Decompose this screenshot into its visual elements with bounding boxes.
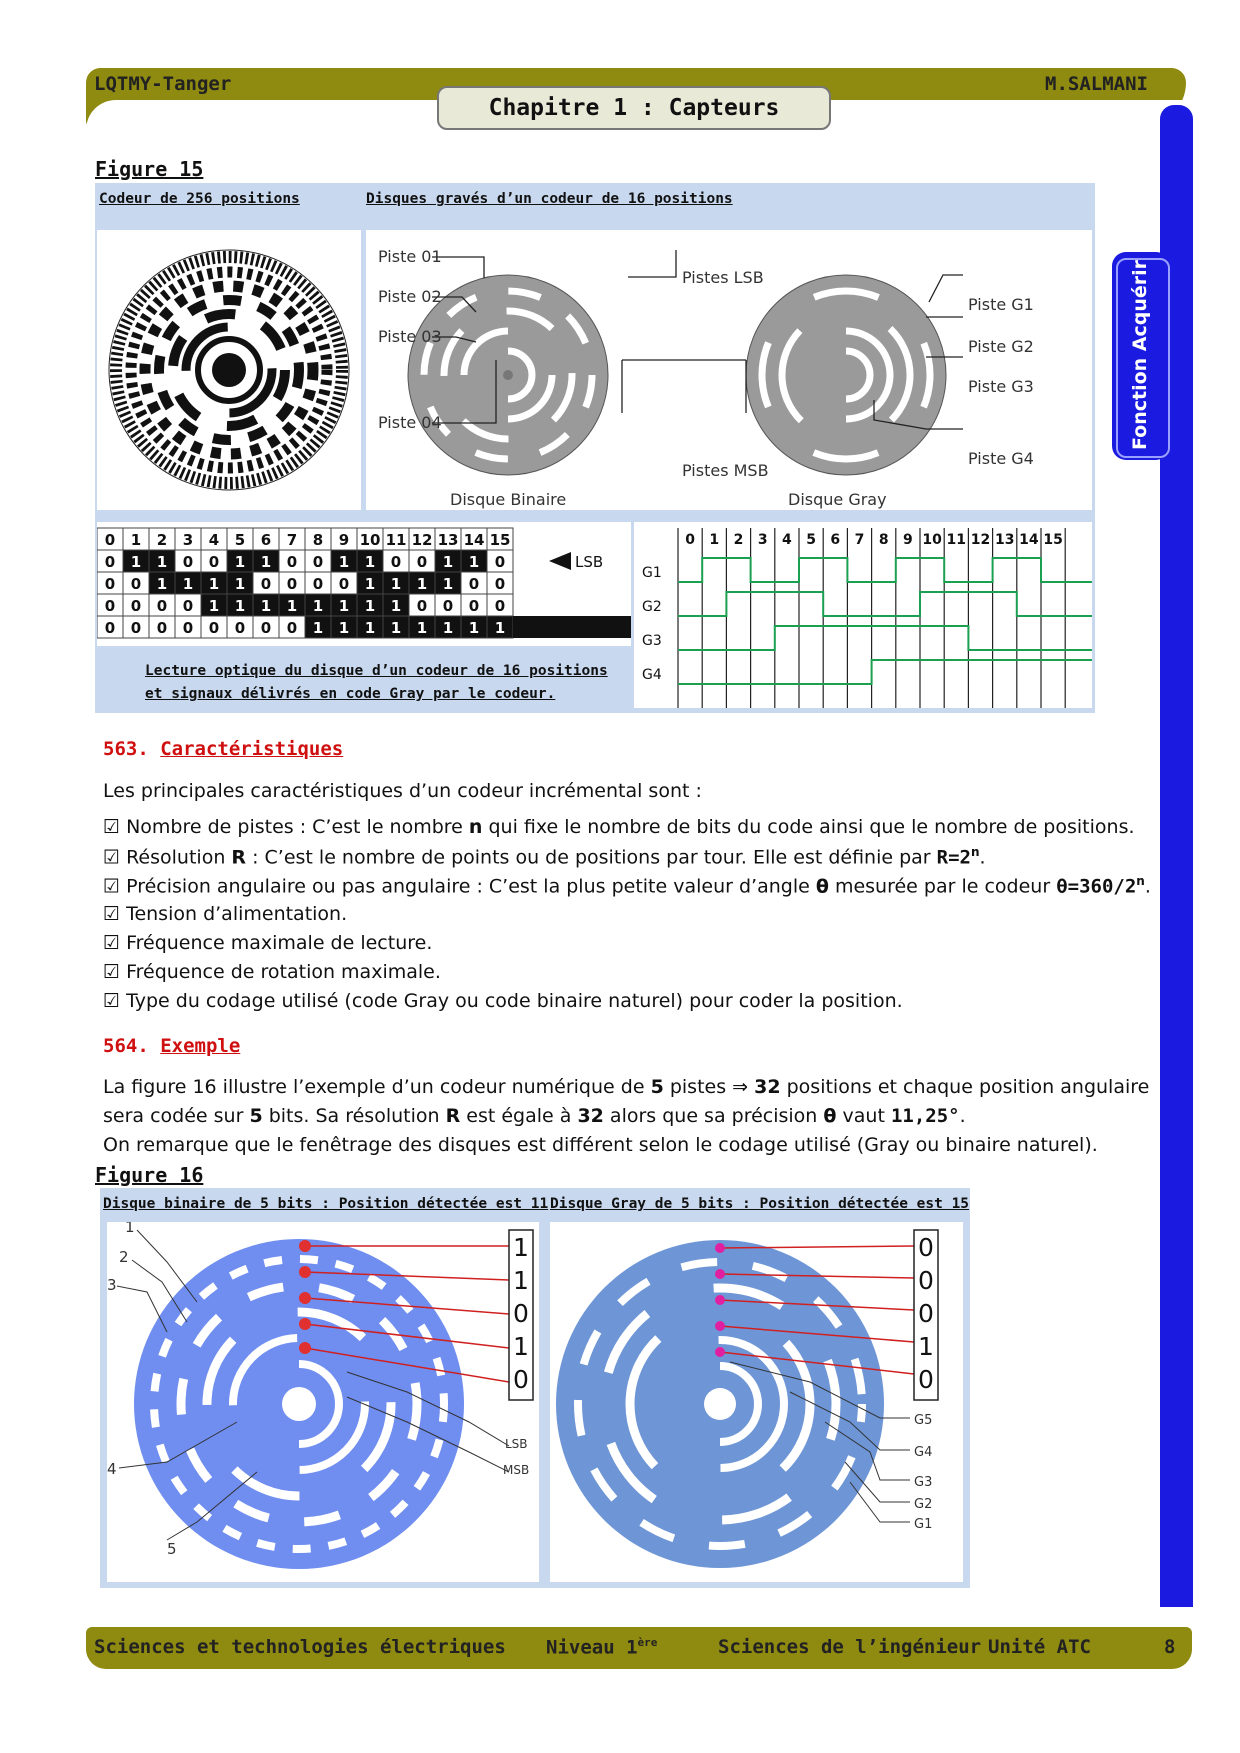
signal-position-label: 9	[903, 532, 913, 548]
table-header-label: 13	[437, 531, 459, 549]
table-cell-value: 1	[338, 553, 350, 571]
table-cell-value: 1	[416, 575, 428, 593]
item-formula: R=2	[936, 846, 971, 869]
table-header-label: 15	[489, 531, 511, 549]
table-cell-value: 1	[234, 597, 246, 615]
table-header-label: 9	[338, 531, 350, 549]
binary-disk-number-5: 5	[167, 1540, 177, 1558]
figure15-bottom-caption-1: Lecture optique du disque d’un codeur de 16 positions	[145, 663, 608, 679]
label-piste-g3: Piste G3	[968, 377, 1034, 396]
table-cell-value: 1	[442, 575, 454, 593]
item-text: Tension d’alimentation.	[126, 903, 348, 925]
table-cell-value: 1	[364, 597, 376, 615]
binary-disk-number-3: 3	[107, 1276, 117, 1294]
bit-value: 0	[513, 1299, 529, 1328]
footer-level-text: Niveau 1	[546, 1636, 638, 1659]
table-cell-value: 0	[494, 575, 506, 593]
label-pistes-lsb: Pistes LSB	[682, 268, 764, 287]
table-header-label: 2	[156, 531, 168, 549]
signal-name-g3: G3	[642, 633, 662, 649]
item-text: qui fixe le nombre de bits du code ainsi que le nombre de positions.	[482, 816, 1135, 838]
table-cell-value: 0	[130, 597, 142, 615]
bit-value: 1	[513, 1266, 529, 1295]
lsb-marker-label: LSB	[575, 553, 604, 571]
label-piste-g1: Piste G1	[968, 295, 1034, 314]
table-cell-value: 0	[416, 597, 428, 615]
table-cell-value: 1	[260, 597, 272, 615]
gray-disk	[746, 275, 946, 475]
characteristic-item	[103, 903, 1163, 932]
gray-track-label-g2: G2	[914, 1497, 933, 1512]
table-header-label: 5	[234, 531, 246, 549]
signal-position-label: 0	[685, 532, 695, 548]
gray-signals-panel	[634, 522, 1092, 708]
gray-5bit-disk	[550, 1222, 963, 1582]
bit-value: 1	[513, 1233, 529, 1262]
table-header-label: 0	[104, 531, 116, 549]
table-cell-value: 0	[312, 553, 324, 571]
section563-number: 563.	[103, 738, 149, 760]
table-cell-value: 1	[442, 553, 454, 571]
characteristic-item	[103, 874, 1163, 903]
table-cell-value: 1	[390, 575, 402, 593]
sidebar-tab-label: Fonction Acquérir	[1129, 259, 1151, 451]
text: vaut	[836, 1105, 891, 1127]
encoder-256-panel	[97, 230, 361, 510]
bit-value: 0	[513, 1365, 529, 1394]
table-cell-value: 0	[182, 619, 194, 637]
characteristic-item	[103, 961, 1163, 990]
section563-heading	[103, 738, 343, 760]
figure15-label: Figure 15	[95, 157, 204, 181]
figure16-caption-right: Disque Gray de 5 bits : Position détectée est 15	[550, 1196, 970, 1212]
checkbox-icon: ☑	[103, 990, 127, 1012]
table-cell-value: 0	[104, 575, 116, 593]
table-cell-value: 1	[364, 553, 376, 571]
binary-5bit-panel	[107, 1222, 539, 1582]
table-cell-value: 1	[234, 553, 246, 571]
checkbox-icon: ☑	[103, 875, 127, 898]
table-cell-value: 1	[390, 619, 402, 637]
checkbox-icon: ☑	[103, 932, 127, 954]
table-header-label: 8	[312, 531, 324, 549]
table-cell-value: 0	[286, 553, 298, 571]
gray-track-label-g3: G3	[914, 1475, 933, 1490]
signal-position-label: 8	[878, 532, 889, 548]
table-cell-value: 1	[468, 619, 480, 637]
table-cell-value: 0	[208, 553, 220, 571]
checkbox-icon: ☑	[103, 816, 127, 838]
table-cell-value: 0	[104, 553, 116, 571]
item-text: : C’est le nombre de points ou de positions par tour. Elle est définie par	[246, 846, 937, 869]
table-cell-value: 1	[156, 575, 168, 593]
table-cell-value: 1	[286, 597, 298, 615]
label-disque-gray: Disque Gray	[788, 490, 887, 509]
table-cell-value: 1	[442, 619, 454, 637]
section563-list	[103, 816, 1163, 1019]
encoder-16-panel	[366, 230, 1092, 510]
characteristic-item	[103, 932, 1163, 961]
section563-title: Caractéristiques	[160, 738, 344, 760]
figure15-bottom-caption-2: et signaux délivrés en code Gray par le codeur.	[145, 686, 556, 702]
binary-5bit-disk	[107, 1222, 539, 1582]
text: La figure 16 illustre l’exemple d’un codeur numérique de	[103, 1076, 651, 1098]
label-pistes-msb: Pistes MSB	[682, 461, 769, 480]
text: alors que sa précision	[603, 1105, 824, 1127]
signal-trace-g2	[678, 592, 1092, 616]
bit-value: 0	[918, 1266, 934, 1295]
table-cell-value: 0	[156, 597, 168, 615]
encoder-16-disks	[366, 230, 1092, 510]
table-cell-value: 0	[468, 597, 480, 615]
binary-disk-number-4: 4	[107, 1460, 117, 1478]
table-header-label: 6	[260, 531, 272, 549]
label-piste01: Piste 01	[378, 247, 442, 266]
section563-intro: Les principales caractéristiques d’un codeur incrémental sont :	[103, 780, 702, 802]
signal-position-label: 13	[994, 532, 1015, 548]
label-disque-binaire: Disque Binaire	[450, 490, 567, 509]
signal-position-label: 5	[806, 532, 816, 548]
table-cell-value: 0	[260, 575, 272, 593]
checkbox-icon: ☑	[103, 846, 127, 869]
table-cell-value: 0	[104, 597, 116, 615]
figure15-caption-right: Disques gravés d’un codeur de 16 positions	[366, 191, 733, 207]
checkbox-icon: ☑	[103, 903, 127, 925]
table-header-label: 12	[411, 531, 433, 549]
table-header-label: 3	[182, 531, 194, 549]
table-row-extension	[513, 616, 631, 638]
table-cell-value: 0	[494, 553, 506, 571]
gray-track-label-g1: G1	[914, 1517, 933, 1532]
item-text: .	[1144, 875, 1151, 898]
item-text: Nombre de pistes : C’est le nombre	[126, 816, 469, 838]
text: sera codée sur	[103, 1105, 250, 1127]
item-bold: θ	[815, 875, 829, 898]
footer-level-sup: ère	[637, 1636, 658, 1649]
bold-text: 32	[577, 1105, 604, 1127]
gray-signals-chart	[634, 522, 1092, 708]
table-cell-value: 1	[312, 619, 324, 637]
label-piste-g2: Piste G2	[968, 337, 1034, 356]
binary-disk-number-1: 1	[125, 1222, 135, 1236]
bold-text: 5	[650, 1076, 664, 1098]
text: positions et chaque position angulaire	[780, 1076, 1150, 1098]
figure16-label: Figure 16	[95, 1163, 204, 1187]
footer-unit: Unité ATC	[988, 1636, 1091, 1658]
table-cell-value: 1	[338, 619, 350, 637]
item-bold: R	[231, 846, 247, 869]
bold-text: θ	[823, 1105, 837, 1127]
signal-position-label: 4	[782, 532, 792, 548]
characteristic-item	[103, 816, 1163, 845]
item-text: Résolution	[126, 846, 232, 869]
table-cell-value: 1	[312, 597, 324, 615]
bit-value: 0	[918, 1233, 934, 1262]
table-cell-value: 0	[182, 597, 194, 615]
signal-position-label: 2	[733, 532, 744, 548]
item-text: Fréquence maximale de lecture.	[126, 932, 433, 954]
table-cell-value: 1	[208, 597, 220, 615]
table-header-label: 11	[385, 531, 407, 549]
binary-disk-number-2: 2	[119, 1248, 129, 1266]
signal-name-g4: G4	[642, 667, 662, 683]
signal-trace-g3	[678, 626, 1092, 650]
item-text: Type du codage utilisé (code Gray ou code binaire naturel) pour coder la position.	[126, 990, 903, 1012]
label-piste02: Piste 02	[378, 287, 442, 306]
signal-position-label: 12	[970, 532, 991, 548]
table-cell-value: 0	[130, 575, 142, 593]
table-header-label: 14	[463, 531, 485, 549]
table-cell-value: 1	[156, 553, 168, 571]
section564-number: 564.	[103, 1035, 149, 1057]
table-cell-value: 1	[416, 619, 428, 637]
table-cell-value: 0	[468, 575, 480, 593]
figure16-caption-left: Disque binaire de 5 bits : Position détectée est 11	[103, 1196, 549, 1212]
gray-track-label-g4: G4	[914, 1445, 933, 1460]
label-piste-g4: Piste G4	[968, 449, 1034, 468]
table-cell-value: 1	[364, 619, 376, 637]
item-text: Précision angulaire ou pas angulaire : C’est la plus petite valeur d’angle	[126, 875, 816, 898]
table-header-label: 7	[286, 531, 298, 549]
table-cell-value: 0	[390, 553, 402, 571]
item-text: mesurée par le codeur	[828, 875, 1057, 898]
table-cell-value: 0	[416, 553, 428, 571]
table-cell-value: 1	[260, 553, 272, 571]
bold-text: 11,25°	[890, 1105, 960, 1127]
signal-position-label: 1	[709, 532, 720, 548]
gray-5bit-panel	[550, 1222, 963, 1582]
characteristic-item	[103, 990, 1163, 1019]
table-cell-value: 1	[208, 575, 220, 593]
section564-heading	[103, 1035, 240, 1057]
bold-text: R	[445, 1105, 461, 1127]
lsb-label: LSB	[505, 1437, 528, 1451]
text: est égale à	[460, 1105, 578, 1127]
table-cell-value: 0	[208, 619, 220, 637]
item-exponent: n	[1136, 874, 1145, 888]
checkbox-icon: ☑	[103, 961, 127, 983]
gray-track-label-g5: G5	[914, 1413, 933, 1428]
item-formula: θ=360/2	[1056, 875, 1137, 898]
table-cell-value: 0	[156, 619, 168, 637]
table-cell-value: 0	[104, 619, 116, 637]
chapter-title: Chapitre 1 : Capteurs	[437, 86, 831, 130]
signal-position-label: 7	[854, 532, 865, 548]
signal-name-g1: G1	[642, 565, 662, 581]
table-header-label: 4	[208, 531, 220, 549]
table-cell-value: 0	[286, 619, 298, 637]
table-cell-value: 0	[286, 575, 298, 593]
footer-level	[546, 1636, 657, 1658]
item-text: Fréquence de rotation maximale.	[126, 961, 441, 983]
table-cell-value: 1	[468, 553, 480, 571]
bold-text: 5	[249, 1105, 263, 1127]
table-cell-value: 1	[182, 575, 194, 593]
table-cell-value: 0	[130, 619, 142, 637]
table-cell-value: 1	[130, 553, 142, 571]
table-cell-value: 0	[494, 597, 506, 615]
table-cell-value: 1	[338, 597, 350, 615]
text: pistes ⇒	[663, 1076, 755, 1098]
school-name: LQTMY-Tanger	[94, 73, 232, 95]
figure15-caption-left: Codeur de 256 positions	[99, 191, 300, 207]
section564-line2	[103, 1102, 1183, 1131]
footer-page-number: 8	[1164, 1636, 1176, 1658]
signal-position-label: 6	[830, 532, 841, 548]
bit-value: 0	[918, 1365, 934, 1394]
binary-table-panel	[97, 522, 631, 646]
item-text: .	[979, 846, 986, 869]
signal-trace-g4	[678, 660, 1092, 684]
section564-paragraph	[103, 1073, 1183, 1160]
bit-value: 0	[918, 1299, 934, 1328]
signal-position-label: 11	[946, 532, 967, 548]
section564-title: Exemple	[160, 1035, 241, 1057]
table-header-label: 1	[130, 531, 142, 549]
table-cell-value: 1	[494, 619, 506, 637]
label-piste04: Piste 04	[378, 413, 442, 432]
table-cell-value: 1	[234, 575, 246, 593]
signal-position-label: 15	[1043, 532, 1063, 548]
item-bold: n	[468, 816, 483, 838]
lsb-arrow-icon	[549, 552, 571, 570]
text: .	[959, 1105, 966, 1127]
section564-line1	[103, 1073, 1183, 1102]
footer-subject: Sciences de l’ingénieur	[718, 1636, 982, 1658]
table-cell-value: 0	[234, 619, 246, 637]
table-cell-value: 0	[338, 575, 350, 593]
bit-value: 1	[513, 1332, 529, 1361]
signal-position-label: 3	[757, 532, 768, 548]
signal-position-label: 14	[1019, 532, 1039, 548]
msb-label: MSB	[503, 1463, 530, 1477]
author-name: M.SALMANI	[1045, 73, 1148, 95]
binary-reading-table	[97, 522, 631, 646]
table-cell-value: 0	[260, 619, 272, 637]
label-piste03: Piste 03	[378, 327, 442, 346]
bold-text: 32	[754, 1076, 781, 1098]
table-header-label: 10	[359, 531, 381, 549]
item-exponent: n	[971, 845, 980, 859]
text: bits. Sa résolution	[262, 1105, 446, 1127]
table-cell-value: 0	[312, 575, 324, 593]
table-cell-value: 0	[182, 553, 194, 571]
footer-program: Sciences et technologies électriques	[94, 1636, 506, 1658]
characteristic-item	[103, 845, 1163, 874]
bit-value: 1	[918, 1332, 934, 1361]
table-cell-value: 1	[364, 575, 376, 593]
signal-trace-g1	[678, 558, 1092, 582]
encoder-256-disk	[97, 230, 361, 510]
section564-line3: On remarque que le fenêtrage des disques est différent selon le codage utilisé (Gray ou binaire naturel).	[103, 1134, 1098, 1156]
signal-name-g2: G2	[642, 599, 662, 615]
table-cell-value: 0	[442, 597, 454, 615]
table-cell-value: 1	[390, 597, 402, 615]
signal-position-label: 10	[922, 532, 942, 548]
